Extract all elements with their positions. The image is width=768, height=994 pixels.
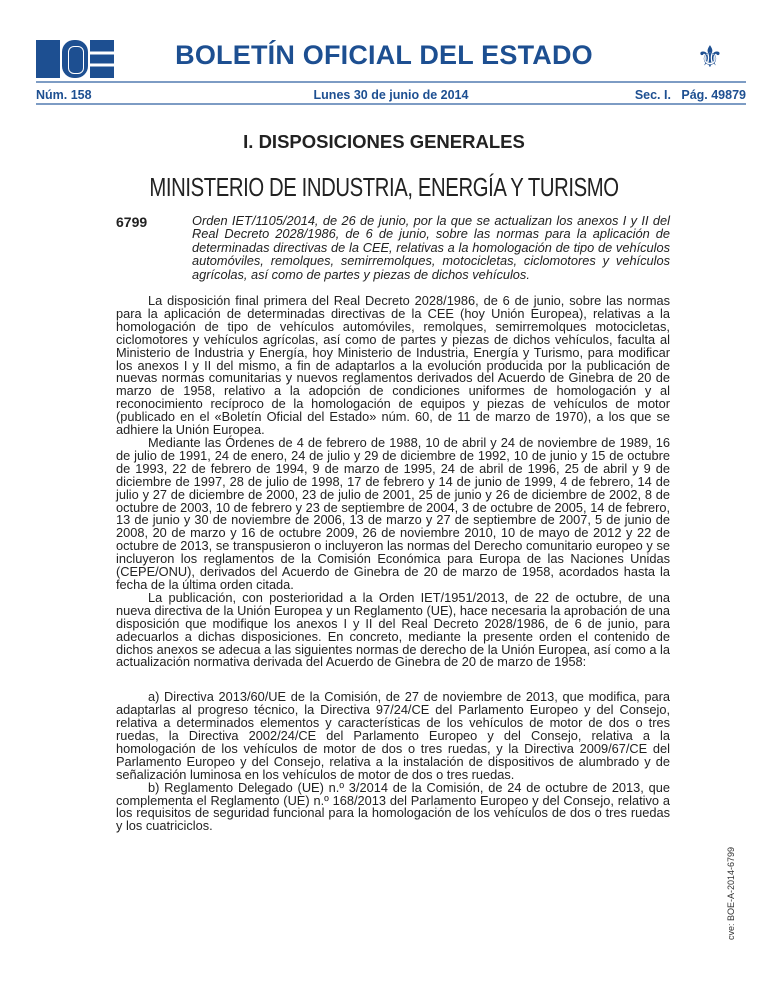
section-heading: I. DISPOSICIONES GENERALES xyxy=(243,131,525,152)
paragraph: La publicación, con posterioridad a la Orden IET/1951/2013, de 22 de octubre, de una nueva directiva de la Unión Europea y un Reglamento (UE), hace necesaria la aprobación de una disposición que modifique los anexos I y II del Real Decreto 2028/1986, de 6 de junio, para adecuarlos a dichas disposiciones. En concreto, mediante la presente orden el contenido de dichos anexos se adecua a las siguientes normas de derecho de la Unión Europea, así como a la actualización normativa derivada del Acuerdo de Ginebra de 20 de marzo de 1958: xyxy=(116,589,670,670)
order-number: 6799 xyxy=(116,214,148,230)
issue-date: Lunes 30 de junio de 2014 xyxy=(313,88,469,102)
header-info-row xyxy=(36,88,746,102)
document-body xyxy=(116,214,670,833)
body-paragraphs xyxy=(116,295,670,669)
header-rule-bottom xyxy=(36,103,746,105)
list-item: b) Reglamento Delegado (UE) n.º 3/2014 de la Comisión, de 24 de octubre de 2013, que complementa el Reglamento (UE) n.º 168/2013 del Parlamento Europeo y del Consejo, relativo a los requisitos de seguridad funcional para la homologación de los vehículos de dos o tres ruedas y los cuatriciclos. xyxy=(116,779,670,834)
ministry-heading: MINISTERIO DE INDUSTRIA, ENERGÍA Y TURISMO xyxy=(149,172,619,202)
paragraph: Mediante las Órdenes de 4 de febrero de 1988, 10 de abril y 24 de noviembre de 1989, 16 de julio de 1991, 24 de enero, 24 de julio y 29 de diciembre de 1992, 10 de junio y 15 de octubre de 1993, 22 de febrero de 1994, 9 de marzo de 1995, 24 de abril de 1996, 25 de abril y 9 de diciembre de 1997, 28 de julio de 1998, 17 de febrero y 14 de junio de 1999, 4 de febrero, 14 de julio y 27 de diciembre de 2000, 23 de julio de 2001, 25 de junio y 26 de diciembre de 2002, 8 de octubre de 2003, 10 de febrero y 23 de septiembre de 2004, 3 de octubre de 2005, 14 de febrero, 13 de junio y 30 de noviembre de 2006, 13 de marzo y 27 de septiembre de 2007, 5 de junio de 2008, 20 de marzo y 16 de octubre 2009, 26 de noviembre 2010, 10 de mayo de 2012 y 22 de octubre de 2013, se transpusieron o incluyeron las normas del Derecho comunitario europeo y se incluyeron los reglamentos de la Comisión Económica para Europa de las Naciones Unidas (CEPE/ONU), derivados del Acuerdo de Ginebra de 20 de marzo de 1958, acordados hasta la fecha de la última orden citada. xyxy=(116,435,670,592)
boe-logo xyxy=(36,40,114,78)
issue-number: Núm. 158 xyxy=(36,88,92,102)
list-items xyxy=(116,691,670,833)
order-header xyxy=(116,214,670,281)
gazette-title: BOLETÍN OFICIAL DEL ESTADO xyxy=(175,40,593,70)
section-page: Sec. I. Pág. 49879 xyxy=(634,88,746,102)
coat-of-arms-icon: ⚜ xyxy=(696,41,724,74)
order-summary: Orden IET/1105/2014, de 26 de junio, por la que se actualizan los anexos I y II del Real Decreto 2028/1986, de 6 de junio, sobre las normas para la aplicación de determinadas directivas de la CEE, relativas a la homologación de tipo de vehículos automóviles, remolques, semirremolques, motocicletas, ciclomotores y vehículos agrícolas, así como de partes y piezas de dichos vehículos. xyxy=(192,213,670,282)
paragraph: La disposición final primera del Real Decreto 2028/1986, de 6 de junio, sobre las normas para la aplicación de determinadas directivas de la CEE (hoy Unión Europea), relativas a la homologación de tipo de vehículos automóviles, remolques, semirremolques motocicletas, ciclomotores y vehículos agrícolas, así como de partes y piezas de dichos vehículos, faculta al Ministerio de Industria y Energía, hoy Ministerio de Industria, Energía y Turismo, para modificar los anexos I y II del mismo, a fin de adaptarlos a la evolución producida por la publicación de nuevas normas comunitarias y nuevos reglamentos derivados del Acuerdo de Ginebra de 20 de marzo de 1958, relativo a la adopción de condiciones uniformes de homologación y al reconocimiento recíproco de la homologación de equipos y piezas de vehículos de motor (publicado en el «Boletín Oficial del Estado» núm. 60, de 11 de marzo de 1970), a los que se adhiere la Unión Europea. xyxy=(116,293,670,438)
cve-code: cve: BOE-A-2014-6799 xyxy=(726,846,736,940)
header-rule-top xyxy=(36,81,746,83)
list-item: a) Directiva 2013/60/UE de la Comisión, de 27 de noviembre de 2013, que modifica, para adaptarlas al progreso técnico, la Directiva 97/24/CE del Parlamento Europeo y del Consejo, relativa a determinados elementos y características de los vehículos de motor de dos o tres ruedas, la Directiva 2002/24/CE del Parlamento Europeo y del Consejo, relativa a la homologación de los vehículos de motor de dos o tres ruedas, y la Directiva 2009/67/CE del Parlamento Europeo y del Consejo, relativa a la instalación de dispositivos de alumbrado y de señalización luminosa en los vehículos de motor de dos o tres ruedas. xyxy=(116,689,670,782)
